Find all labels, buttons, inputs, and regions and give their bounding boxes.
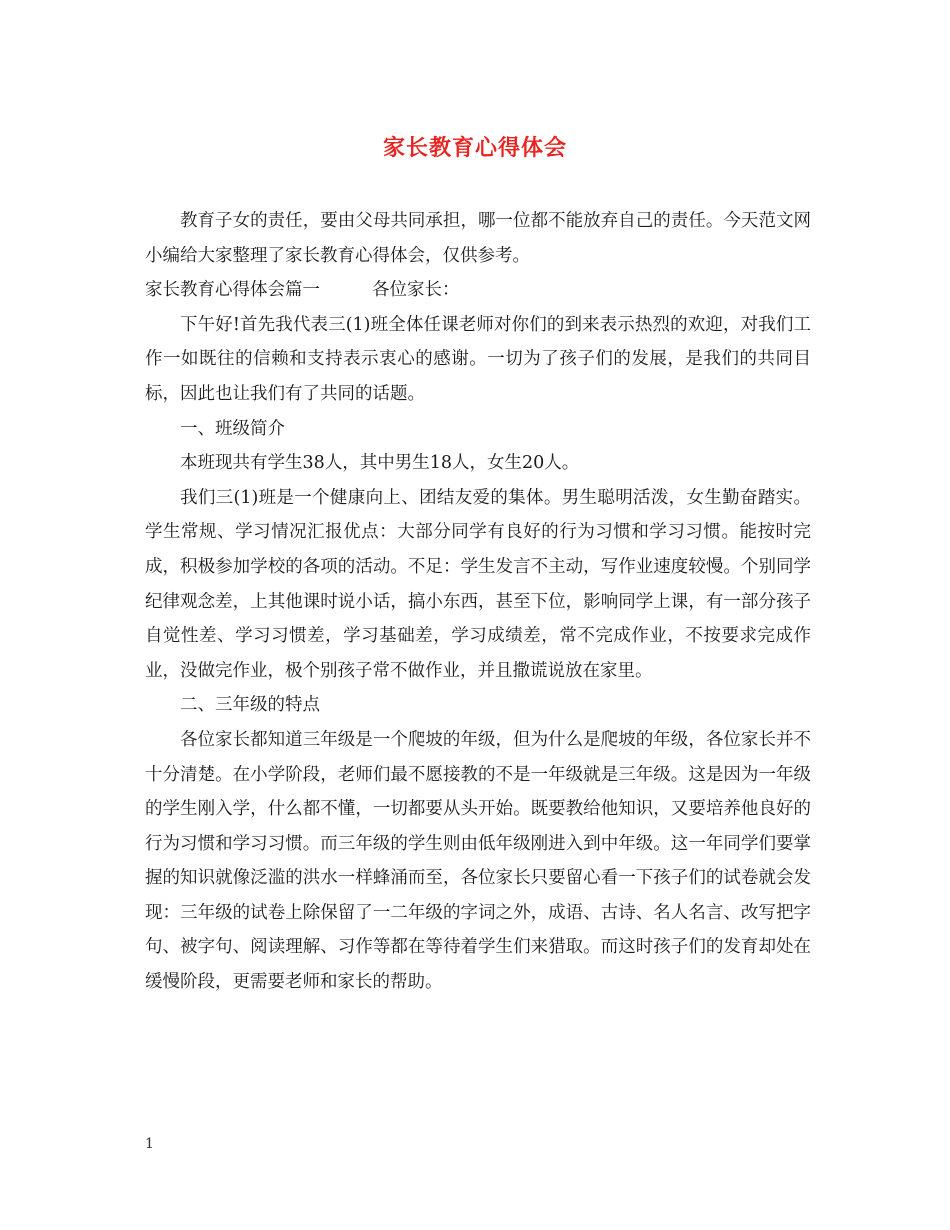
document-body <box>145 204 811 1000</box>
section-heading-line <box>145 273 811 308</box>
section-label: 家长教育心得体会篇一 <box>145 280 320 301</box>
paragraph-class-description: 我们三(1)班是一个健康向上、团结友爱的集体。男生聪明活泼，女生勤奋踏实。学生常规、学习情况汇报优点：大部分同学有良好的行为习惯和学习习惯。能按时完成，积极参加学校的各项的活动。不足：学生发言不主动，写作业速度较慢。个别同学纪律观念差，上其他课时说小话，搞小东西，甚至下位，影响同学上课，有一部分孩子自觉性差、学习习惯差，学习基础差，学习成绩差，常不完成作业，不按要求完成作业，没做完作业，极个别孩子常不做作业，并且撒谎说放在家里。 <box>145 487 811 681</box>
salutation: 各位家长： <box>372 280 460 301</box>
paragraph-grade-features: 各位家长都知道三年级是一个爬坡的年级，但为什么是爬坡的年级，各位家长并不十分清楚。在小学阶段，老师们最不愿接教的不是一年级就是三年级。这是因为一年级的学生刚入学，什么都不懂，一切都要从头开始。既要教给他知识，又要培养他良好的行为习惯和学习习惯。而三年级的学生则由低年级刚进入到中年级。这一年同学们要掌握的知识就像泛滥的洪水一样蜂涌而至，各位家长只要留心看一下孩子们的试卷就会发现：三年级的试卷上除保留了一二年级的字词之外，成语、古诗、名人名言、改写把字句、被字句、阅读理解、习作等都在等待着学生们来猎取。而这时孩子们的发育却处在缓慢阶段，更需要老师和家长的帮助。 <box>145 729 811 993</box>
page-number: 1 <box>145 1136 154 1152</box>
paragraph-greeting: 下午好!首先我代表三(1)班全体任课老师对你们的到来表示热烈的欢迎，对我们工作一如既往的信赖和支持表示衷心的感谢。一切为了孩子们的发展，是我们的共同目标，因此也让我们有了共同的话题。 <box>145 314 811 404</box>
heading-grade-features: 二、三年级的特点 <box>180 695 320 716</box>
document-title: 家长教育心得体会 <box>382 135 567 161</box>
intro-paragraph: 教育子女的责任，要由父母共同承担，哪一位都不能放弃自己的责任。今天范文网小编给大家整理了家长教育心得体会，仅供参考。 <box>145 211 811 266</box>
paragraph-class-size: 本班现共有学生38人，其中男生18人，女生20人。 <box>180 453 580 474</box>
heading-class-intro: 一、班级简介 <box>180 418 285 439</box>
